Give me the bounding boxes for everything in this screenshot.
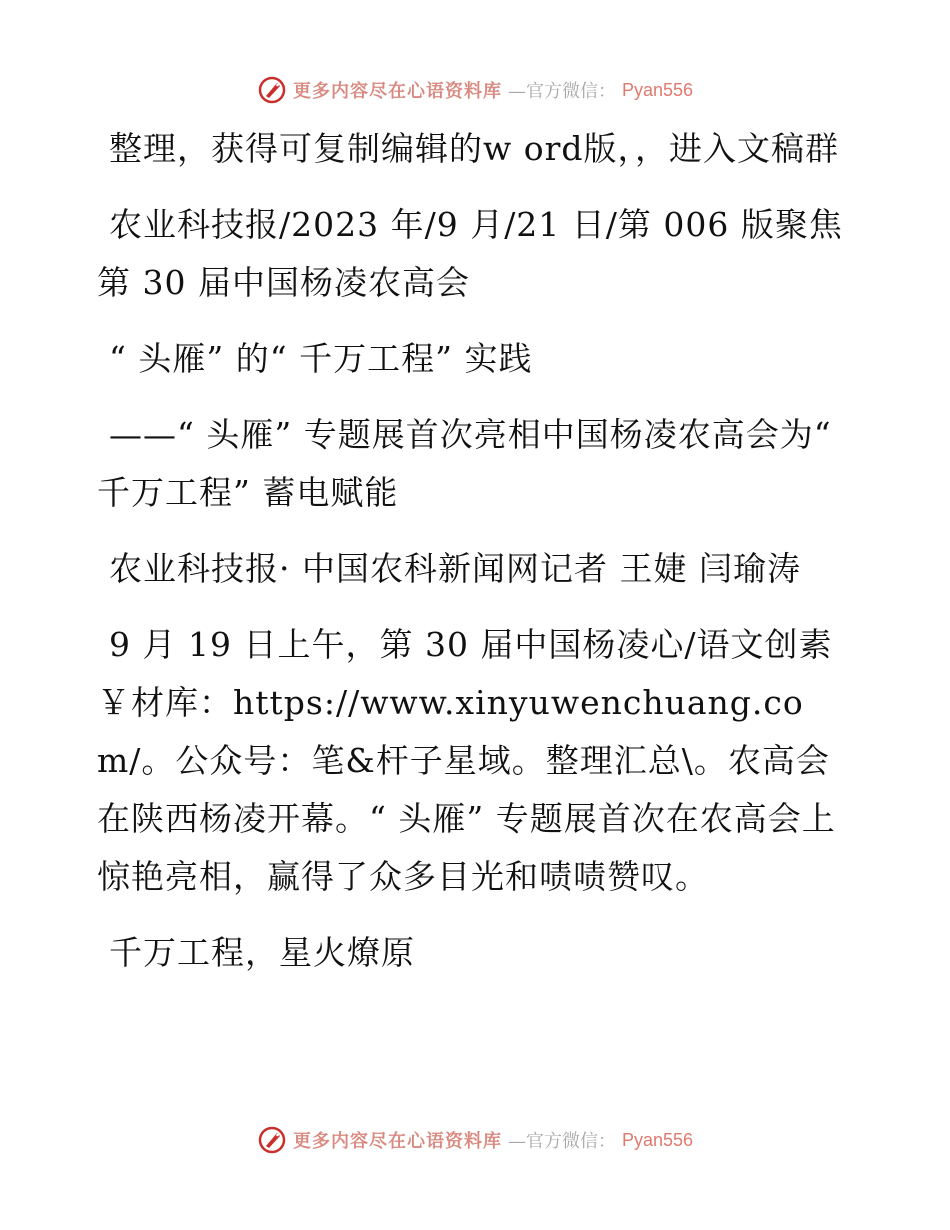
intro-paragraph: 整理，获得可复制编辑的w ord版，，进入文稿群: [109, 129, 840, 168]
body-paragraph: 9 月 19 日上午，第 30 届中国杨凌心/语文创素￥材库：https://www.xinyuwenchuang.com/。公众号：笔&杆子星域。整理汇总\。农高会在陕西杨凌开幕。“ 头雁” 专题展首次在农高会上惊艳亮相，赢得了众多目光和啧啧赞叹。: [97, 625, 836, 896]
banner-wechat-handle: Pyan556: [621, 1129, 694, 1150]
header-banner: [0, 70, 950, 110]
banner-brand-text: 更多内容尽在心语资料库: [292, 81, 502, 102]
article-subtitle: ——“ 头雁” 专题展首次亮相中国杨凌农高会为“ 千万工程” 蓄电赋能: [97, 415, 832, 512]
pen-nib-logo-icon: [257, 1125, 287, 1155]
byline: 农业科技报· 中国农科新闻网记者 王婕 闫瑜涛: [109, 549, 801, 588]
banner-wechat-handle: Pyan556: [621, 79, 694, 100]
banner-official-label: —官方微信：: [507, 81, 616, 102]
document-body: [97, 120, 852, 1000]
footer-banner: [0, 1120, 950, 1160]
pen-nib-logo-icon: [257, 75, 287, 105]
source-line: 农业科技报/2023 年/9 月/21 日/第 006 版聚焦第 30 届中国杨凌农高会: [97, 205, 843, 302]
article-title: “ 头雁” 的“ 千万工程” 实践: [109, 339, 533, 378]
banner-brand-text: 更多内容尽在心语资料库: [292, 1131, 502, 1152]
section-heading: 千万工程，星火燎原: [109, 933, 415, 972]
banner-official-label: —官方微信：: [507, 1131, 616, 1152]
